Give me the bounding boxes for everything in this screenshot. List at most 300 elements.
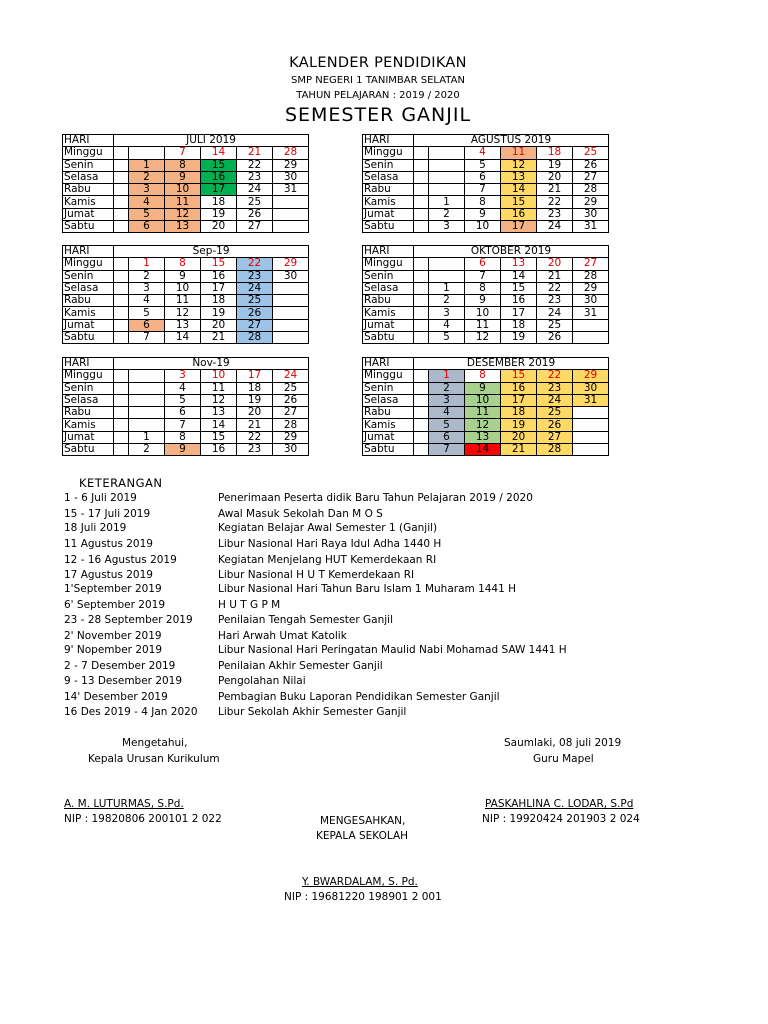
keterangan-description: Kegiatan Menjelang HUT Kemerdekaan RI [218,554,437,566]
day-name: Sabtu [363,444,414,456]
date-cell: 2 [129,171,165,183]
spacer-cell [114,270,129,282]
date-cell [573,419,609,431]
date-cell: 10 [165,184,201,196]
day-name: Minggu [63,370,114,382]
date-cell: 10 [465,221,501,233]
keterangan-date: 6' September 2019 [64,599,166,611]
day-name: Minggu [363,258,414,270]
spacer-cell [414,258,429,270]
keterangan-title: KETERANGAN [79,476,163,490]
date-cell: 19 [201,307,237,319]
date-cell: 17 [501,307,537,319]
school-name: SMP NEGERI 1 TANIMBAR SELATAN [291,75,465,86]
date-cell: 3 [429,221,465,233]
date-cell: 9 [165,171,201,183]
week-row [363,431,609,443]
date-cell: 9 [465,382,501,394]
spacer-cell [114,419,129,431]
day-name: Kamis [63,419,114,431]
date-cell: 6 [465,258,501,270]
week-row [63,431,309,443]
week-row [63,270,309,282]
date-cell: 6 [465,171,501,183]
day-name: Sabtu [63,444,114,456]
date-cell: 21 [537,184,573,196]
date-cell [273,208,309,220]
week-row [63,282,309,294]
date-cell: 17 [237,370,273,382]
date-cell: 20 [537,171,573,183]
date-cell: 26 [273,394,309,406]
signature-center-label: MENGESAHKAN, [320,815,406,827]
week-row [363,159,609,171]
week-row [63,419,309,431]
date-cell: 27 [237,221,273,233]
date-cell: 1 [129,159,165,171]
week-row [63,184,309,196]
spacer-cell [114,370,129,382]
date-cell: 13 [465,431,501,443]
date-cell: 21 [537,270,573,282]
date-cell: 11 [465,319,501,331]
date-cell: 16 [201,171,237,183]
day-name: Rabu [63,407,114,419]
week-row [363,171,609,183]
week-row [363,444,609,456]
date-cell: 17 [201,282,237,294]
day-name: Kamis [63,307,114,319]
date-cell: 22 [537,282,573,294]
day-name: Jumat [363,208,414,220]
date-cell [129,147,165,159]
week-row [363,258,609,270]
keterangan-description: Penilaian Akhir Semester Ganjil [218,660,383,672]
day-name: Rabu [363,295,414,307]
date-cell: 3 [165,370,201,382]
date-cell: 14 [201,419,237,431]
keterangan-date: 17 Agustus 2019 [64,569,153,581]
week-row [63,394,309,406]
date-cell: 4 [429,319,465,331]
keterangan-description: Libur Nasional Hari Raya Idul Adha 1440 H [218,538,442,550]
date-cell: 16 [501,208,537,220]
spacer-cell [414,370,429,382]
signature-center-position: KEPALA SEKOLAH [316,830,409,842]
date-cell [273,319,309,331]
hari-header: HARI [63,135,114,147]
week-row [363,221,609,233]
date-cell: 11 [165,295,201,307]
date-cell: 15 [201,431,237,443]
week-row [363,295,609,307]
month-name: Sep-19 [114,246,309,258]
day-name: Senin [63,159,114,171]
date-cell: 22 [537,370,573,382]
date-cell: 17 [501,221,537,233]
day-name: Minggu [363,147,414,159]
day-name: Senin [363,270,414,282]
date-cell [129,394,165,406]
date-cell [273,221,309,233]
date-cell: 3 [129,184,165,196]
week-row [63,307,309,319]
date-cell: 18 [537,147,573,159]
spacer-cell [114,184,129,196]
date-cell: 30 [573,382,609,394]
spacer-cell [114,407,129,419]
date-cell: 5 [129,307,165,319]
date-cell: 23 [537,208,573,220]
date-cell: 22 [237,159,273,171]
date-cell: 30 [273,444,309,456]
week-row [63,159,309,171]
date-cell: 3 [429,394,465,406]
spacer-cell [414,431,429,443]
date-cell: 13 [501,258,537,270]
date-cell: 28 [273,419,309,431]
date-cell: 29 [273,258,309,270]
date-cell: 11 [465,407,501,419]
week-row [363,282,609,294]
date-cell: 5 [165,394,201,406]
date-cell: 25 [237,295,273,307]
date-cell: 9 [165,270,201,282]
day-name: Selasa [63,394,114,406]
spacer-cell [414,159,429,171]
spacer-cell [414,221,429,233]
date-cell: 9 [465,208,501,220]
week-row [63,319,309,331]
date-cell: 4 [429,407,465,419]
date-cell: 28 [537,444,573,456]
date-cell: 5 [465,159,501,171]
keterangan-date: 1 - 6 Juli 2019 [64,492,137,504]
date-cell: 26 [537,332,573,344]
date-cell: 24 [537,221,573,233]
day-name: Rabu [63,295,114,307]
month-name: OKTOBER 2019 [414,246,609,258]
date-cell: 2 [129,270,165,282]
month-table [62,134,309,233]
keterangan-description: Pengolahan Nilai [218,675,306,687]
date-cell: 10 [201,370,237,382]
date-cell: 24 [537,394,573,406]
date-cell: 29 [573,282,609,294]
date-cell: 30 [273,171,309,183]
spacer-cell [114,196,129,208]
spacer-cell [114,295,129,307]
date-cell: 9 [465,295,501,307]
date-cell: 5 [129,208,165,220]
date-cell: 4 [165,382,201,394]
date-cell: 5 [429,419,465,431]
date-cell: 10 [465,307,501,319]
date-cell: 10 [465,394,501,406]
week-row [63,221,309,233]
keterangan-description: Libur Nasional Hari Peringatan Maulid Nabi Mohamad SAW 1441 H [218,644,567,656]
month-name: Nov-19 [114,358,309,370]
month-name: DESEMBER 2019 [414,358,609,370]
signature-left-label: Mengetahui, [122,737,188,749]
week-row [363,196,609,208]
spacer-cell [114,394,129,406]
date-cell: 7 [465,184,501,196]
date-cell: 31 [573,307,609,319]
date-cell: 23 [237,171,273,183]
spacer-cell [414,394,429,406]
date-cell: 29 [273,431,309,443]
date-cell: 1 [129,431,165,443]
date-cell: 31 [573,394,609,406]
spacer-cell [414,171,429,183]
date-cell: 14 [201,147,237,159]
hari-header: HARI [363,358,414,370]
date-cell: 22 [237,431,273,443]
keterangan-description: Awal Masuk Sekolah Dan M O S [218,508,383,520]
date-cell: 18 [201,196,237,208]
day-name: Kamis [63,196,114,208]
spacer-cell [414,444,429,456]
date-cell: 2 [429,295,465,307]
date-cell: 23 [237,270,273,282]
date-cell [429,159,465,171]
date-cell [573,319,609,331]
keterangan-date: 16 Des 2019 - 4 Jan 2020 [64,706,198,718]
day-name: Sabtu [363,221,414,233]
date-cell: 28 [573,270,609,282]
keterangan-date: 15 - 17 Juli 2019 [64,508,151,520]
date-cell: 7 [165,419,201,431]
spacer-cell [414,407,429,419]
signature-right-name: PASKAHLINA C. LODAR, S.Pd [485,798,634,810]
spacer-cell [114,431,129,443]
day-name: Selasa [63,171,114,183]
week-row [363,382,609,394]
date-cell: 15 [501,282,537,294]
date-cell [129,382,165,394]
spacer-cell [414,208,429,220]
signature-left-name: A. M. LUTURMAS, S.Pd. [64,798,184,810]
date-cell: 16 [201,270,237,282]
date-cell: 31 [273,184,309,196]
week-row [63,382,309,394]
week-row [363,419,609,431]
date-cell: 14 [465,444,501,456]
date-cell: 1 [429,282,465,294]
day-name: Sabtu [63,221,114,233]
keterangan-date: 18 Juli 2019 [64,522,127,534]
date-cell: 25 [537,407,573,419]
date-cell: 13 [201,407,237,419]
date-cell: 28 [273,147,309,159]
date-cell: 20 [201,319,237,331]
date-cell [273,307,309,319]
week-row [363,147,609,159]
week-row [363,307,609,319]
date-cell: 24 [537,307,573,319]
keterangan-description: Pembagian Buku Laporan Pendidikan Semester Ganjil [218,691,500,703]
date-cell: 11 [501,147,537,159]
keterangan-date: 9 - 13 Desember 2019 [64,675,183,687]
date-cell: 25 [273,382,309,394]
date-cell: 22 [237,258,273,270]
date-cell: 9 [165,444,201,456]
date-cell [273,332,309,344]
date-cell: 6 [129,319,165,331]
signature-left-nip: NIP : 19820806 200101 2 022 [64,813,222,825]
date-cell [573,444,609,456]
date-cell [429,171,465,183]
date-cell: 21 [237,419,273,431]
hari-header: HARI [63,246,114,258]
date-cell: 15 [201,258,237,270]
date-cell: 27 [537,431,573,443]
keterangan-description: Libur Nasional H U T Kemerdekaan RI [218,569,415,581]
month-name: JULI 2019 [114,135,309,147]
date-cell: 20 [537,258,573,270]
spacer-cell [414,196,429,208]
keterangan-date: 12 - 16 Agustus 2019 [64,554,177,566]
date-cell: 23 [537,382,573,394]
date-cell: 6 [165,407,201,419]
keterangan-date: 2' November 2019 [64,630,162,642]
day-name: Minggu [363,370,414,382]
hari-header: HARI [363,135,414,147]
semester-title: SEMESTER GANJIL [284,104,472,126]
day-name: Rabu [363,184,414,196]
date-cell: 25 [573,147,609,159]
date-cell: 21 [237,147,273,159]
week-row [363,407,609,419]
date-cell: 12 [501,159,537,171]
date-cell: 11 [165,196,201,208]
date-cell: 7 [465,270,501,282]
spacer-cell [114,221,129,233]
date-cell: 27 [573,258,609,270]
date-cell: 15 [201,159,237,171]
week-row [63,171,309,183]
spacer-cell [414,319,429,331]
day-name: Selasa [363,394,414,406]
week-row [63,332,309,344]
day-name: Selasa [363,171,414,183]
day-name: Jumat [63,208,114,220]
spacer-cell [414,282,429,294]
day-name: Jumat [63,431,114,443]
week-row [63,407,309,419]
date-cell: 2 [429,382,465,394]
date-cell: 29 [573,370,609,382]
date-cell: 12 [465,419,501,431]
date-cell: 20 [201,221,237,233]
day-name: Jumat [363,319,414,331]
date-cell: 15 [501,196,537,208]
spacer-cell [114,171,129,183]
date-cell: 24 [273,370,309,382]
date-cell: 4 [129,295,165,307]
day-name: Rabu [363,407,414,419]
date-cell: 26 [573,159,609,171]
day-name: Senin [63,270,114,282]
date-cell: 16 [501,382,537,394]
spacer-cell [114,382,129,394]
date-cell [429,147,465,159]
spacer-cell [414,419,429,431]
day-name: Kamis [363,419,414,431]
day-name: Kamis [363,307,414,319]
academic-year: TAHUN PELAJARAN : 2019 / 2020 [296,90,460,101]
date-cell: 30 [273,270,309,282]
date-cell: 1 [129,258,165,270]
date-cell: 6 [129,221,165,233]
week-row [363,319,609,331]
hari-header: HARI [363,246,414,258]
month-table [362,245,609,344]
date-cell: 18 [237,382,273,394]
keterangan-date: 11 Agustus 2019 [64,538,153,550]
date-cell: 25 [537,319,573,331]
date-cell: 23 [237,444,273,456]
month-table [62,245,309,344]
date-cell: 12 [465,332,501,344]
spacer-cell [114,147,129,159]
date-cell: 8 [165,431,201,443]
week-row [363,184,609,196]
date-cell: 3 [429,307,465,319]
date-cell: 2 [129,444,165,456]
week-row [63,258,309,270]
date-cell: 6 [429,431,465,443]
spacer-cell [114,332,129,344]
spacer-cell [114,159,129,171]
date-cell: 19 [501,332,537,344]
date-cell: 24 [237,184,273,196]
week-row [63,295,309,307]
date-cell [129,407,165,419]
date-cell: 5 [429,332,465,344]
hari-header: HARI [63,358,114,370]
week-row [363,332,609,344]
week-row [363,270,609,282]
date-cell: 1 [429,196,465,208]
date-cell: 4 [129,196,165,208]
date-cell: 27 [573,171,609,183]
day-name: Sabtu [363,332,414,344]
keterangan-description: Penerimaan Peserta didik Baru Tahun Pelajaran 2019 / 2020 [218,492,533,504]
date-cell: 28 [237,332,273,344]
spacer-cell [114,208,129,220]
date-cell: 29 [273,159,309,171]
date-cell [273,196,309,208]
date-cell: 18 [201,295,237,307]
keterangan-description: Libur Nasional Hari Tahun Baru Islam 1 Muharam 1441 H [218,583,517,595]
month-table [362,357,609,456]
date-cell: 1 [429,370,465,382]
week-row [363,370,609,382]
month-table [362,134,609,233]
day-name: Senin [363,159,414,171]
date-cell: 20 [237,407,273,419]
date-cell: 26 [237,307,273,319]
date-cell: 24 [237,282,273,294]
date-cell [573,407,609,419]
keterangan-description: Kegiatan Belajar Awal Semester 1 (Ganjil) [218,522,438,534]
date-cell: 8 [465,282,501,294]
keterangan-date: 9' Nopember 2019 [64,644,163,656]
day-name: Jumat [363,431,414,443]
date-cell: 12 [165,307,201,319]
